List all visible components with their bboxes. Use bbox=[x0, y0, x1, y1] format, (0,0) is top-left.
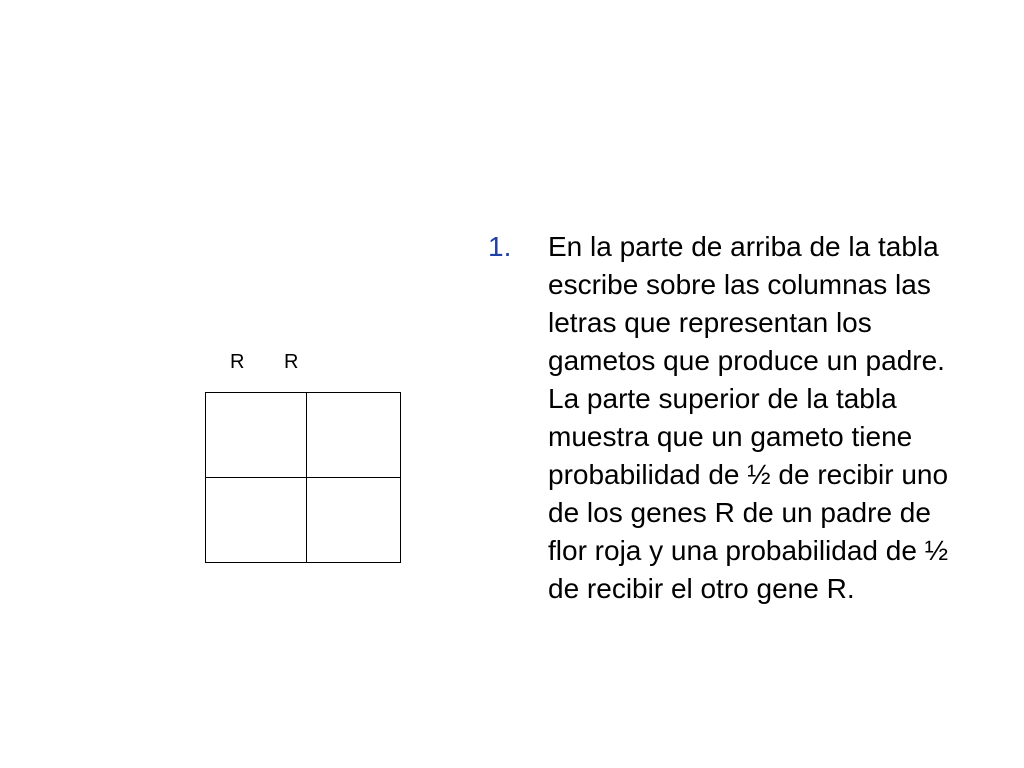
punnett-top-gametes bbox=[228, 348, 318, 376]
punnett-cell-top-right bbox=[307, 393, 400, 478]
instruction-text: En la parte de arriba de la tabla escribe sobre las columnas las letras que representan los gametos que produce un padre. La parte superior de la tabla muestra que un gameto tiene probabilidad de ½ de recibir uno de los genes R de un padre de flor roja y una probabilidad de ½ de recibir el otro gene R. bbox=[548, 231, 949, 604]
gamete-label-2: R bbox=[284, 351, 299, 373]
instruction-item bbox=[488, 228, 988, 608]
instruction-number: 1. bbox=[488, 231, 512, 262]
punnett-cell-top-left bbox=[206, 393, 307, 478]
punnett-square bbox=[205, 392, 401, 563]
gamete-label-1: R bbox=[230, 351, 245, 373]
punnett-cell-bottom-right bbox=[307, 478, 400, 562]
punnett-cell-bottom-left bbox=[206, 478, 307, 562]
